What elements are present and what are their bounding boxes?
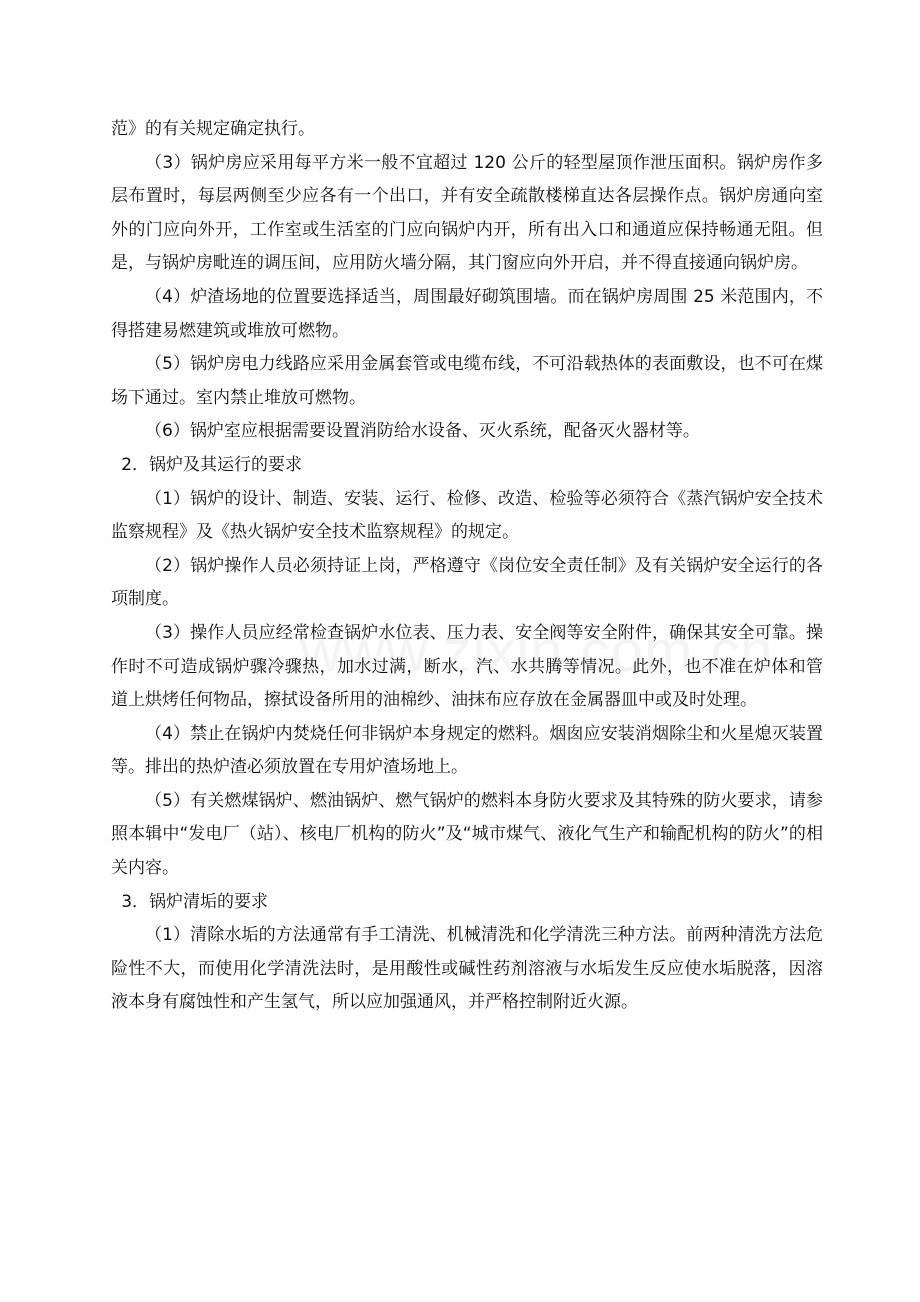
paragraph-fuel-types: （5）有关燃煤锅炉、燃油锅炉、燃气锅炉的燃料本身防火要求及其特殊的防火要求，请参照本辑中“发电厂（站）、核电厂机构的防火”及“城市煤气、液化气生产和输配机构的防火”的相关内容。 [111, 790, 823, 879]
paragraph-operator-certification: （2）锅炉操作人员必须持证上岗，严格遵守《岗位安全责任制》及有关锅炉安全运行的各项制度。 [111, 555, 823, 610]
section-heading-3: 3．锅炉清垢的要求 [121, 891, 269, 912]
paragraph-boiler-design: （1）锅炉的设计、制造、安装、运行、检修、改造、检验等必须符合《蒸汽锅炉安全技术监察规程》及《热火锅炉安全技术监察规程》的规定。 [111, 488, 823, 543]
paragraph-slag-yard: （4）炉渣场地的位置要选择适当，周围最好砌筑围墙。而在锅炉房周围 25 米范围内，不得搭建易燃建筑或堆放可燃物。 [111, 286, 823, 341]
paragraph-safety-inspection: （3）操作人员应经常检查锅炉水位表、压力表、安全阀等安全附件，确保其安全可靠。操作时不可造成锅炉骤冷骤热，加水过满，断水，汽、水共腾等情况。此外，也不准在炉体和管道上烘烤任何物品，擦拭设备所用的油棉纱、油抹布应存放在金属器皿中或及时处理。 [111, 622, 823, 711]
paragraph-continuation: 范》的有关规定确定执行。 [111, 119, 315, 139]
paragraph-boiler-room-roof: （3）锅炉房应采用每平方米一般不宜超过 120 公斤的轻型屋顶作泄压面积。锅炉房作多层布置时，每层两侧至少应各有一个出口，并有安全疏散楼梯直达各层操作点。锅炉房通向室外的门应向外开，工作室或生活室的门应向锅炉内开，所有出入口和通道应保持畅通无阻。但是，与锅炉房毗连的调压间，应用防火墙分隔，其门窗应向外开启，并不得直接通向锅炉房。 [111, 152, 823, 274]
paragraph-power-lines: （5）锅炉房电力线路应采用金属套管或电缆布线，不可沿载热体的表面敷设，也不可在煤场下通过。室内禁止堆放可燃物。 [111, 354, 823, 408]
document-page [111, 113, 823, 1020]
paragraph-fuel-restriction: （4）禁止在锅炉内焚烧任何非锅炉本身规定的燃料。烟囱应安装消烟除尘和火星熄灭装置等。排出的热炉渣必须放置在专用炉渣场地上。 [111, 723, 823, 778]
paragraph-fire-water: （6）锅炉室应根据需要设置消防给水设备、灭火系统，配备灭火器材等。 [145, 421, 700, 442]
paragraph-descaling: （1）清除水垢的方法通常有手工清洗、机械清洗和化学清洗三种方法。前两种清洗方法危险性不大，而使用化学清洗法时，是用酸性或碱性药剂溶液与水垢发生反应使水垢脱落，因溶液本身有腐蚀性和产生氢气，所以应加强通风，并严格控制附近火源。 [111, 925, 823, 1013]
section-heading-2: 2．锅炉及其运行的要求 [121, 454, 303, 475]
